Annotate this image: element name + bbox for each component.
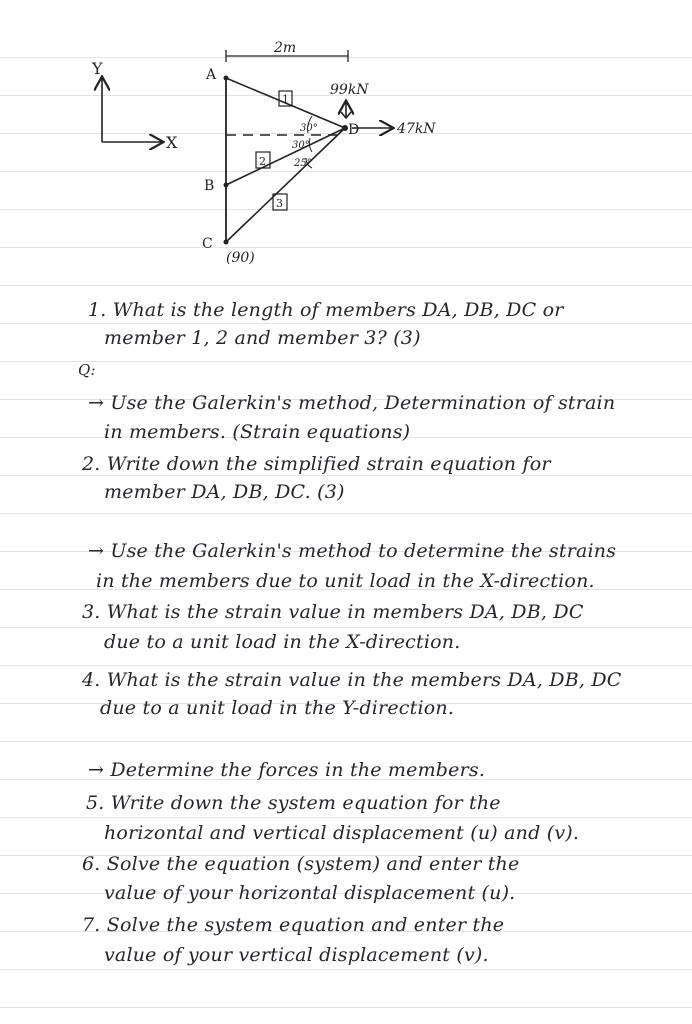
axes-icon bbox=[102, 78, 162, 142]
instruction-1-line-2: in members. (Strain equations) bbox=[104, 421, 411, 443]
angle-1-label: 30° bbox=[300, 123, 318, 134]
question-4-line-1: 4. What is the strain value in the members DA, DB, DC bbox=[82, 669, 622, 691]
vertical-load-arrow-icon bbox=[341, 102, 351, 118]
node-b-label: B bbox=[204, 178, 215, 194]
question-5-line-1: 5. Write down the system equation for the bbox=[86, 792, 501, 814]
truss-diagram bbox=[0, 0, 692, 290]
horizontal-load-label: 47kN bbox=[397, 121, 436, 137]
vertical-load-label: 99kN bbox=[330, 82, 369, 98]
question-5-line-2: horizontal and vertical displacement (u) and (v). bbox=[104, 822, 580, 844]
angle-2-label: 30° bbox=[292, 140, 310, 151]
dimension-label: 2m bbox=[274, 40, 297, 56]
instruction-2-line-1: → Use the Galerkin's method to determine the strains bbox=[88, 540, 617, 562]
member-3-label: 3 bbox=[276, 197, 283, 210]
question-7-line-2: value of your vertical displacement (v). bbox=[104, 944, 489, 966]
axis-x-label: X bbox=[166, 133, 178, 152]
angle-3-label: 25° bbox=[294, 158, 312, 169]
question-7-line-1: 7. Solve the system equation and enter the bbox=[82, 914, 505, 936]
question-4-line-2: due to a unit load in the Y-direction. bbox=[100, 697, 455, 719]
instruction-1-line-1: → Use the Galerkin's method, Determination of strain bbox=[88, 392, 616, 414]
q-marker: Q: bbox=[78, 361, 96, 379]
axis-y-label: Y bbox=[92, 59, 103, 78]
question-1-line-1: 1. What is the length of members DA, DB, DC or bbox=[88, 299, 564, 321]
question-2-line-2: member DA, DB, DC. (3) bbox=[104, 481, 345, 503]
question-6-line-1: 6. Solve the equation (system) and enter the bbox=[82, 853, 520, 875]
node-d-label: D bbox=[348, 122, 360, 138]
node-a-label: A bbox=[206, 67, 217, 83]
node-c-label: C bbox=[202, 236, 213, 252]
member-2-label: 2 bbox=[259, 155, 266, 168]
member-1-label: 1 bbox=[282, 93, 289, 106]
question-2-line-1: 2. Write down the simplified strain equation for bbox=[82, 453, 551, 475]
node-c-note: (90) bbox=[226, 250, 255, 266]
instruction-3-line-1: → Determine the forces in the members. bbox=[88, 759, 486, 781]
question-3-line-2: due to a unit load in the X-direction. bbox=[104, 631, 461, 653]
member-2-line bbox=[226, 128, 345, 185]
question-6-line-2: value of your horizontal displacement (u). bbox=[104, 882, 516, 904]
instruction-2-line-2: in the members due to unit load in the X-direction. bbox=[96, 570, 595, 592]
question-3-line-1: 3. What is the strain value in members DA, DB, DC bbox=[82, 601, 584, 623]
member-3-line bbox=[226, 128, 345, 242]
question-1-line-2: member 1, 2 and member 3? (3) bbox=[104, 327, 421, 349]
